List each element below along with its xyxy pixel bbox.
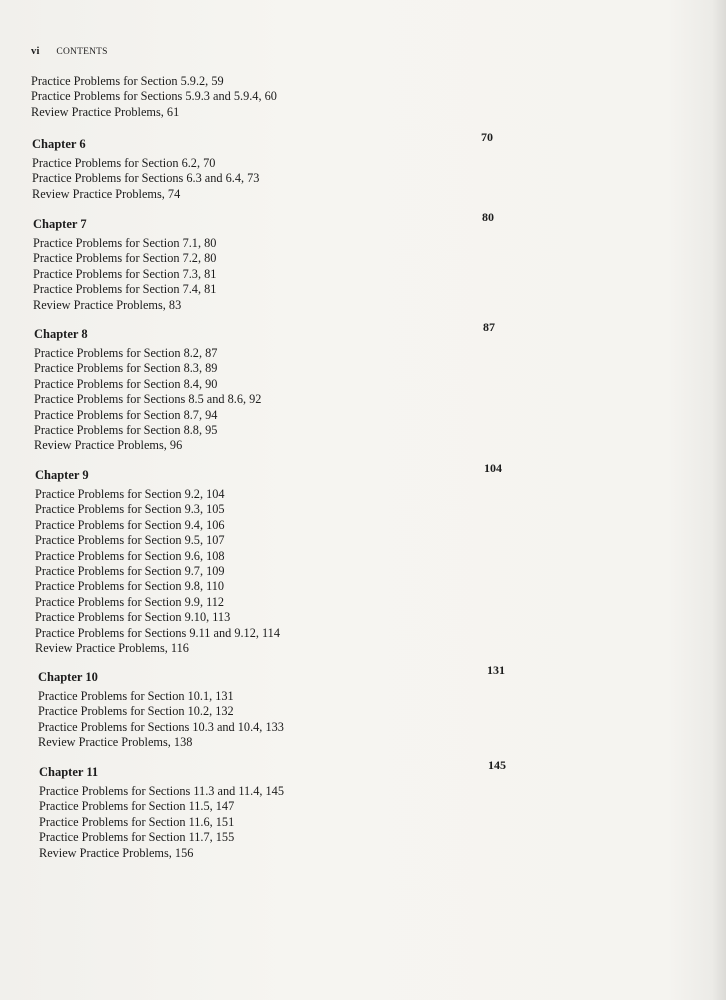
toc-entry: Practice Problems for Section 11.6, 151 bbox=[39, 814, 235, 829]
toc-entry: Practice Problems for Section 9.6, 108 bbox=[35, 548, 225, 563]
chapter-section bbox=[35, 461, 505, 656]
toc-entry: Review Practice Problems, 96 bbox=[34, 438, 183, 453]
toc-entry: Practice Problems for Section 9.8, 110 bbox=[35, 579, 225, 594]
chapter-heading bbox=[33, 210, 503, 233]
chapter-section bbox=[34, 320, 504, 454]
chapter-heading bbox=[32, 130, 502, 153]
toc-entry: Practice Problems for Section 10.2, 132 bbox=[38, 704, 234, 719]
chapter-page-number: 131 bbox=[487, 663, 505, 677]
toc-entry: Practice Problems for Section 8.7, 94 bbox=[34, 407, 218, 422]
chapter-heading bbox=[34, 320, 504, 343]
page-folio: vi bbox=[31, 46, 40, 57]
toc-entry: Practice Problems for Section 5.9.2, 59 bbox=[31, 74, 224, 88]
toc-entry: Review Practice Problems, 61 bbox=[31, 104, 180, 119]
toc-entry: Review Practice Problems, 74 bbox=[32, 186, 181, 201]
toc-entry: Practice Problems for Section 9.9, 112 bbox=[35, 594, 225, 609]
page-edge-shadow bbox=[712, 0, 726, 1000]
toc-entry: Practice Problems for Sections 9.11 and 9.12, 114 bbox=[35, 625, 280, 640]
chapter-page-number: 70 bbox=[481, 130, 493, 144]
chapter-heading bbox=[35, 461, 505, 484]
toc-entry: Practice Problems for Section 8.3, 89 bbox=[34, 361, 218, 376]
toc-entry: Practice Problems for Section 7.4, 81 bbox=[33, 282, 217, 297]
toc-entry: Practice Problems for Sections 11.3 and 11.4, 145 bbox=[39, 784, 284, 798]
toc-entry: Review Practice Problems, 138 bbox=[38, 735, 193, 750]
chapter-section bbox=[39, 758, 509, 861]
toc-entry: Practice Problems for Section 9.5, 107 bbox=[35, 533, 225, 548]
toc-entry: Practice Problems for Section 9.10, 113 bbox=[35, 610, 231, 625]
toc-entry: Review Practice Problems, 83 bbox=[33, 297, 182, 312]
toc-entry: Practice Problems for Section 7.1, 80 bbox=[33, 236, 217, 250]
chapter-page-number: 145 bbox=[488, 758, 506, 772]
chapter-title: Chapter 6 bbox=[32, 137, 86, 151]
chapter-page-number: 80 bbox=[482, 210, 494, 224]
toc-entry: Practice Problems for Sections 8.5 and 8.6, 92 bbox=[34, 392, 262, 407]
toc-entry: Practice Problems for Section 7.3, 81 bbox=[33, 266, 217, 281]
chapter-heading bbox=[38, 663, 508, 686]
chapter-section bbox=[33, 210, 503, 313]
chapter-page-number: 104 bbox=[484, 461, 502, 475]
toc-entry: Practice Problems for Sections 6.3 and 6.4, 73 bbox=[32, 171, 260, 186]
toc-entry: Practice Problems for Section 8.8, 95 bbox=[34, 422, 218, 437]
toc-entry: Practice Problems for Section 9.3, 105 bbox=[35, 502, 225, 517]
toc-entry: Review Practice Problems, 116 bbox=[35, 640, 189, 655]
chapter-section bbox=[32, 130, 502, 202]
toc-entry: Practice Problems for Section 10.1, 131 bbox=[38, 689, 234, 703]
chapter-page-number: 87 bbox=[483, 320, 495, 334]
toc-entry: Practice Problems for Sections 10.3 and 10.4, 133 bbox=[38, 719, 284, 734]
running-head bbox=[31, 46, 108, 57]
chapter-heading bbox=[39, 758, 509, 781]
toc-entry: Practice Problems for Section 9.4, 106 bbox=[35, 517, 225, 532]
toc-entry: Practice Problems for Section 6.2, 70 bbox=[32, 156, 216, 170]
chapter-title: Chapter 7 bbox=[33, 217, 87, 231]
toc-entry: Practice Problems for Section 9.7, 109 bbox=[35, 563, 225, 578]
continued-entries bbox=[31, 74, 501, 120]
chapter-section bbox=[38, 663, 508, 751]
toc-entry: Practice Problems for Sections 5.9.3 and 5.9.4, 60 bbox=[31, 89, 277, 104]
toc-entry: Practice Problems for Section 9.2, 104 bbox=[35, 487, 225, 501]
toc-entry: Review Practice Problems, 156 bbox=[39, 845, 194, 860]
toc-entry: Practice Problems for Section 7.2, 80 bbox=[33, 251, 217, 266]
chapter-title: Chapter 8 bbox=[34, 327, 88, 341]
toc-entry: Practice Problems for Section 8.4, 90 bbox=[34, 376, 218, 391]
chapter-title: Chapter 10 bbox=[38, 670, 98, 684]
running-head-label: CONTENTS bbox=[56, 47, 108, 57]
toc-entry: Practice Problems for Section 11.5, 147 bbox=[39, 799, 235, 814]
toc-entry: Practice Problems for Section 8.2, 87 bbox=[34, 346, 218, 360]
chapter-title: Chapter 9 bbox=[35, 468, 89, 482]
chapter-title: Chapter 11 bbox=[39, 765, 99, 779]
toc-entry: Practice Problems for Section 11.7, 155 bbox=[39, 830, 235, 845]
